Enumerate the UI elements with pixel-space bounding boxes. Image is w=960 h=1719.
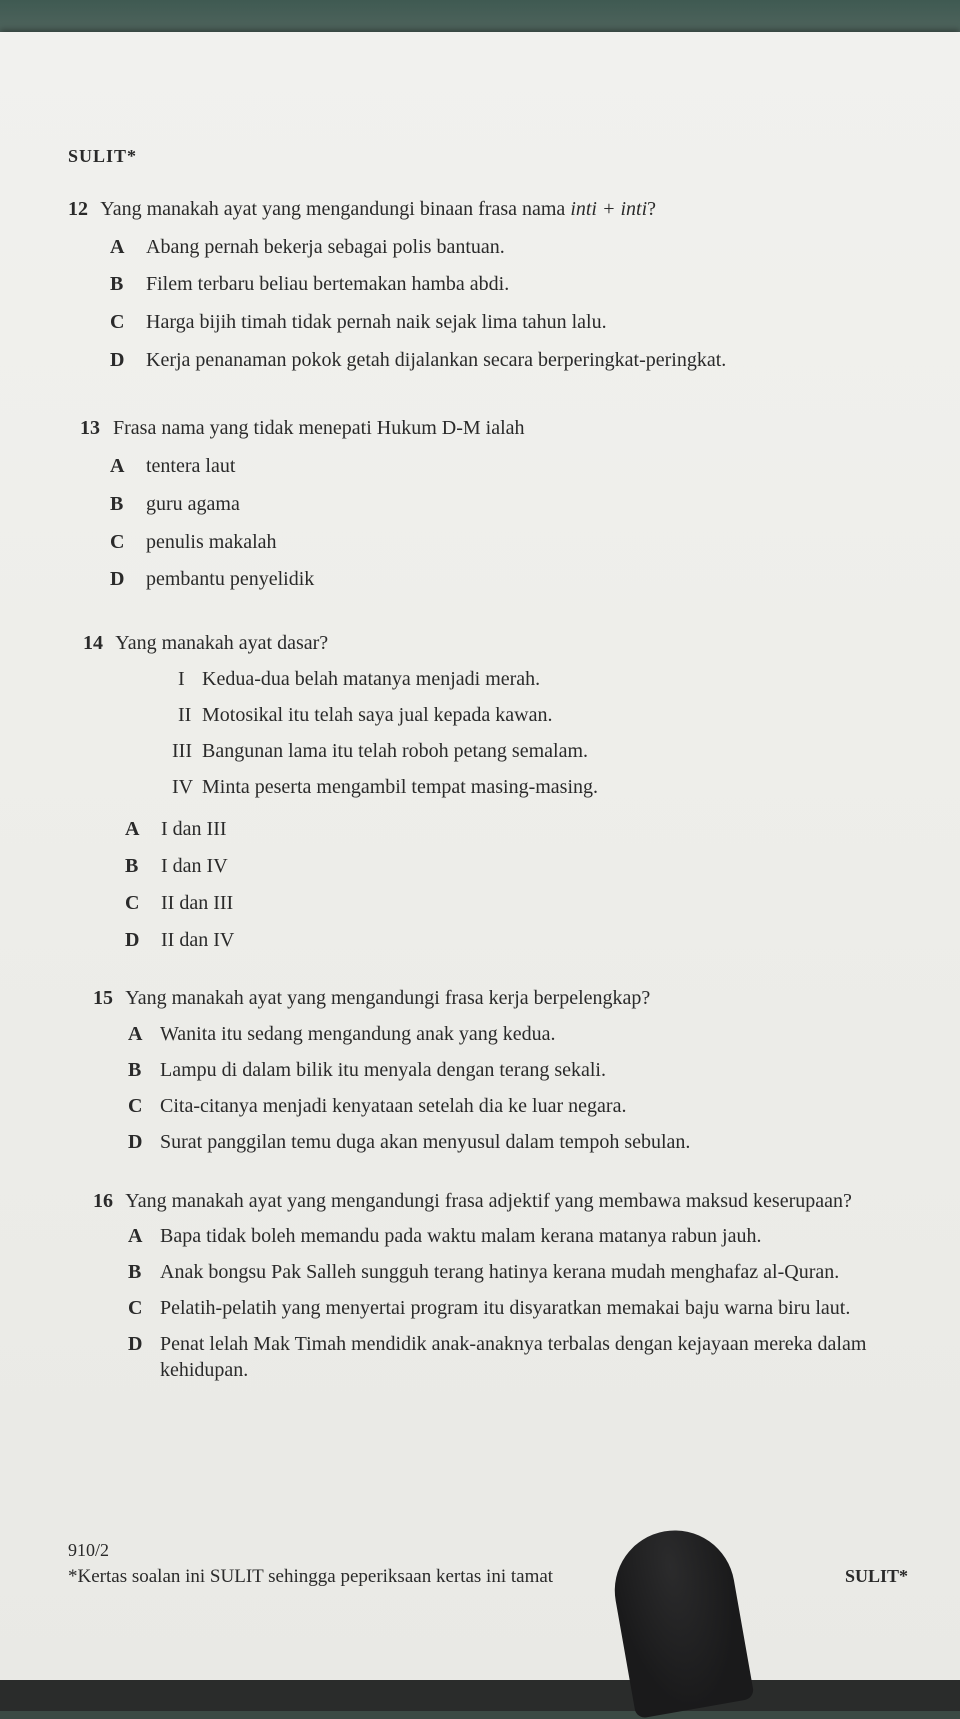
option-text: Kerja penanaman pokok getah dijalankan secara berperingkat-peringkat. [146,349,727,371]
option [110,453,235,479]
paper-code: 910/2 [68,1540,110,1560]
option-letter: D [125,929,140,951]
option [125,853,228,879]
option [110,271,509,297]
option [110,491,240,517]
option-letter: D [110,568,125,590]
option-letter: C [125,892,140,914]
question-number: 12 [68,198,88,220]
question-15 [93,985,650,1011]
question-text: Yang manakah ayat yang mengandungi binaan frasa nama [100,198,571,220]
question-13 [80,415,525,441]
option-letter: A [125,818,140,840]
question-12 [68,196,656,222]
statement [172,738,588,764]
option-text: Penat lelah Mak Timah mendidik anak-anaknya terbalas dengan kejayaan mereka dalam kehidupan. [160,1333,867,1381]
option-letter: C [128,1297,143,1319]
option-letter: B [110,273,124,295]
option-text: Surat panggilan temu duga akan menyusul dalam tempoh sebulan. [160,1131,691,1153]
option-text: Pelatih-pelatih yang menyertai program itu disyaratkan memakai baju warna biru laut. [160,1297,851,1319]
option [110,309,607,335]
option-letter: B [110,493,124,515]
option [128,1259,839,1285]
statement-numeral: II [178,704,192,726]
statement [172,774,598,800]
option-text: Anak bongsu Pak Salleh sungguh terang hatinya kerana mudah menghafaz al-Quran. [160,1261,840,1283]
option-text: penulis makalah [146,531,277,553]
statement-text: Motosikal itu telah saya jual kepada kawan. [202,704,553,726]
option-text: I dan IV [161,855,228,877]
question-text-emphasis: inti + inti [570,198,648,220]
option-text: II dan IV [161,929,235,951]
option [110,347,726,373]
option [128,1093,626,1119]
option-text: Bapa tidak boleh memandu pada waktu malam kerana matanya rabun jauh. [160,1225,762,1247]
footer-note: *Kertas soalan ini SULIT sehingga peperiksaan kertas ini tamat [68,1566,554,1587]
option [125,890,233,916]
option-text: Lampu di dalam bilik itu menyala dengan terang sekali. [160,1059,606,1081]
footer-sulit: SULIT* [845,1566,909,1586]
question-text: Yang manakah ayat dasar? [115,632,329,654]
statement-numeral: I [178,668,185,690]
option-letter: C [128,1095,143,1117]
option-text: tentera laut [146,455,236,477]
statement [178,666,540,692]
question-text: Yang manakah ayat yang mengandungi frasa kerja berpelengkap? [125,987,651,1009]
option-text: I dan III [161,818,227,840]
question-text: Frasa nama yang tidak menepati Hukum D-M ialah [113,417,525,439]
option [128,1223,761,1249]
statement-numeral: III [172,740,192,762]
question-number: 15 [93,987,113,1009]
option-letter: B [128,1261,142,1283]
option-letter: D [110,349,125,371]
option [128,1021,556,1047]
option [110,529,277,555]
option-letter: B [128,1059,142,1081]
question-number: 16 [93,1190,113,1212]
option [128,1331,900,1383]
statement-text: Minta peserta mengambil tempat masing-masing. [202,776,599,798]
option [110,234,505,260]
option-text: pembantu penyelidik [146,568,315,590]
option-letter: A [128,1225,143,1247]
option-text: Wanita itu sedang mengandung anak yang kedua. [160,1023,556,1045]
option-letter: C [110,311,125,333]
option-text: Cita-citanya menjadi kenyataan setelah dia ke luar negara. [160,1095,627,1117]
option [125,816,227,842]
question-text-end: ? [647,198,657,220]
option-text: Abang pernah bekerja sebagai polis bantuan. [146,236,505,258]
statement [178,702,552,728]
option [128,1295,850,1321]
option-text: II dan III [161,892,234,914]
option-letter: B [125,855,139,877]
statement-numeral: IV [172,776,194,798]
option-letter: A [110,236,125,258]
option-letter: C [110,531,125,553]
option [110,566,314,592]
option-letter: A [128,1023,143,1045]
option [128,1057,606,1083]
option-letter: D [128,1333,143,1355]
option-letter: A [110,455,125,477]
statement-text: Bangunan lama itu telah roboh petang semalam. [202,740,588,762]
question-number: 14 [83,632,103,654]
page-header: SULIT* [68,146,138,166]
background-bottom [0,1680,960,1711]
option-letter: D [128,1131,143,1153]
statement-text: Kedua-dua belah matanya menjadi merah. [202,668,541,690]
option [128,1129,690,1155]
option-text: Harga bijih timah tidak pernah naik sejak lima tahun lalu. [146,311,607,333]
option-text: guru agama [146,493,240,515]
question-14 [83,630,328,656]
question-number: 13 [80,417,100,439]
option [125,927,234,953]
question-text: Yang manakah ayat yang mengandungi frasa adjektif yang membawa maksud keserupaan? [125,1190,852,1212]
option-text: Filem terbaru beliau bertemakan hamba abdi. [146,273,510,295]
question-16 [93,1188,852,1214]
